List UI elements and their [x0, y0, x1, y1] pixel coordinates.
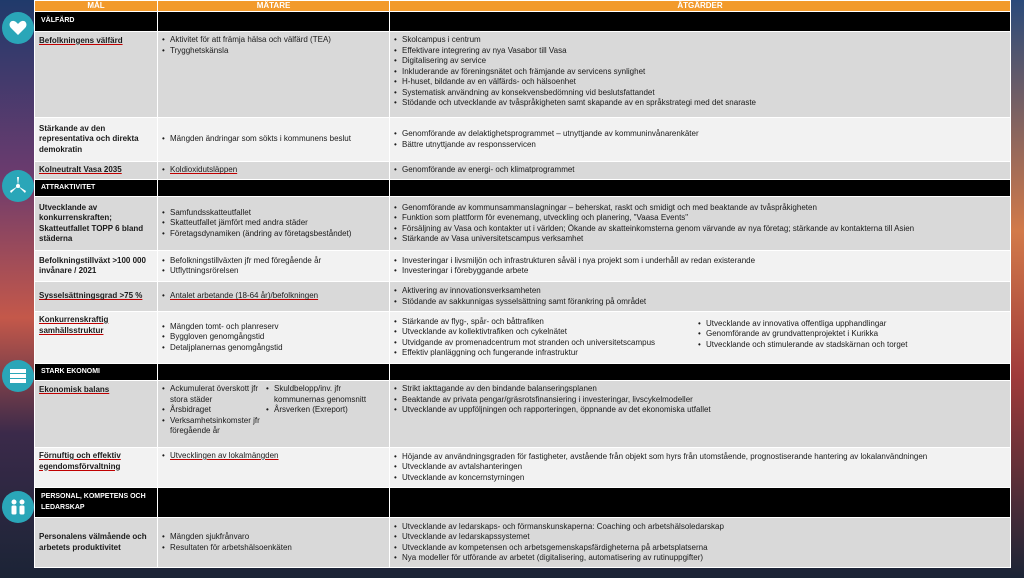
list-item: • Skolcampus i centrum	[394, 35, 1006, 46]
background-strip	[1010, 0, 1024, 578]
table-row	[35, 518, 1011, 568]
table-row	[35, 118, 1011, 162]
list-item: • Stödande av sakkunnigas sysselsättning samt förankring på området	[394, 297, 1006, 308]
list-item: • Höjande av användningsgraden för fastigheter, avstående från objekt som hyrs från utomstående, prognostiserande hantering av lokalanvändningen	[394, 452, 1006, 463]
table-row	[35, 448, 1011, 488]
list-item: • Investeringar i förebyggande arbete	[394, 266, 1006, 277]
list-item	[162, 165, 385, 176]
section-title: STARK EKONOMI	[35, 364, 158, 381]
list-item: • Samfundsskatteutfallet	[162, 208, 385, 219]
list-item: • Ackumulerat överskott jfr stora städer	[162, 384, 266, 405]
list-item: • Mängden sjukfrånvaro	[162, 532, 385, 543]
table-row	[35, 251, 1011, 282]
list-item	[162, 291, 385, 302]
list-item: • Stödande och utvecklande av tvåspråkigheten samt skapande av en språkstrategi med det snaraste	[394, 98, 1006, 109]
list-item-text: Antalet arbetande (18-64 år)/befolkningen	[170, 291, 319, 301]
actions-list	[394, 286, 1006, 307]
list-item: • Effektiv planläggning och fungerande infrastruktur	[394, 348, 698, 359]
wind-turbine-icon	[2, 170, 34, 202]
list-item	[162, 451, 385, 462]
actions-list	[394, 256, 1006, 277]
list-item: • Skuldbelopp/inv. jfr kommunernas genomsnitt	[266, 384, 385, 405]
section-row-stark-ekonomi	[35, 364, 1011, 381]
list-item: • Årsbidraget	[162, 405, 266, 416]
actions-list	[394, 452, 1006, 484]
list-item: • Utvecklande av koncernstyrningen	[394, 473, 1006, 484]
section-row-attraktivitet	[35, 180, 1011, 197]
list-item: • Årsverken (Exreport)	[266, 405, 385, 416]
table-row	[35, 282, 1011, 312]
list-item: • Försäljning av Vasa och kontakter ut i världen; Ökande av skatteinkomsterna genom värvande av nya företag; stärkande av kontakterna till Asien	[394, 224, 1006, 235]
money-stack-icon	[2, 360, 34, 392]
measures-list	[162, 532, 385, 553]
people-icon	[2, 491, 34, 523]
actions-list	[394, 522, 1006, 564]
measures-list-right	[266, 384, 385, 437]
table-row	[35, 162, 1011, 180]
list-item: • Nya modeller för utförande av arbetet (digitalisering, automatisering av rutinuppgifter)	[394, 553, 1006, 564]
goal-text: Stärkande av den representativa och direkta demokratin	[35, 118, 158, 162]
list-item: • Stärkande av flyg-, spår- och båttrafiken	[394, 317, 698, 328]
measures-list	[162, 322, 385, 354]
actions-list	[394, 35, 1006, 109]
list-item: • Digitalisering av service	[394, 56, 1006, 67]
list-item: • Resultaten för arbetshälsoenkäten	[162, 543, 385, 554]
measures-list	[162, 35, 385, 56]
list-item: • Strikt iakttagande av den bindande balanseringsplanen	[394, 384, 1006, 395]
list-item: • Skatteutfallet jämfört med andra städer	[162, 218, 385, 229]
list-item: • Byggloven genomgångstid	[162, 332, 385, 343]
list-item: • Genomförande av delaktighetsprogrammet – utnyttjande av kommuninvånarenkäter	[394, 129, 1006, 140]
actions-list	[394, 203, 1006, 245]
header-row	[35, 1, 1011, 12]
goal-text: Ekonomisk balans	[39, 385, 110, 394]
list-item-text: Koldioxidutsläppen	[170, 165, 238, 175]
goal-text: Förnuftig och effektiv egendomsförvaltning	[39, 451, 121, 471]
strategy-table	[34, 0, 1011, 568]
header-matare: MÄTARE	[158, 1, 390, 12]
goal-text: Befolkningens välfärd	[39, 36, 123, 45]
list-item: • Beaktande av privata pengar/gräsrotsfinansiering i investeringar, livscykelmodeller	[394, 395, 1006, 406]
header-atgarder: ÅTGÄRDER	[390, 1, 1011, 12]
list-item: • Genomförande av grundvattenprojektet i Kurikka	[698, 329, 1006, 340]
section-title: VÄLFÄRD	[35, 12, 158, 32]
table-row	[35, 197, 1011, 251]
list-item: • Aktivering av innovationsverksamheten	[394, 286, 1006, 297]
list-item: • Inkluderande av föreningsnätet och främjande av servicens synlighet	[394, 67, 1006, 78]
list-item: • Utvecklande av ledarskapssystemet	[394, 532, 1006, 543]
goal-text: Utvecklande av konkurrenskraften; Skatteutfallet TOPP 6 bland städerna	[35, 197, 158, 251]
measures-list	[162, 208, 385, 240]
section-title: PERSONAL, KOMPETENS OCH LEDARSKAP	[35, 488, 158, 518]
actions-list	[394, 384, 1006, 416]
list-item: • Systematisk användning av konsekvensbedömning vid beslutsfattandet	[394, 88, 1006, 99]
list-item: • Företagsdynamiken (ändring av företagsbeståndet)	[162, 229, 385, 240]
measures-list	[162, 291, 385, 302]
measures-list	[162, 134, 385, 145]
header-mal: MÅL	[35, 1, 158, 12]
table-row	[35, 381, 1011, 448]
heart-icon	[2, 12, 34, 44]
actions-list	[394, 129, 1006, 150]
section-row-valfard	[35, 12, 1011, 32]
goal-text: Konkurrenskraftig samhällsstruktur	[39, 315, 109, 335]
list-item: • Befolkningstillväxten jfr med föregående år	[162, 256, 385, 267]
list-item: • Mängden tomt- och planreserv	[162, 322, 385, 333]
goal-text: Kolneutralt Vasa 2035	[39, 165, 122, 175]
list-item: • Funktion som plattform för evenemang, utveckling och planering, "Vaasa Events"	[394, 213, 1006, 224]
list-item-text: Utvecklingen av lokalmängden	[170, 451, 279, 460]
list-item: • Aktivitet för att främja hälsa och välfärd (TEA)	[162, 35, 385, 46]
list-item: • Investeringar i livsmiljön och infrastrukturen såväl i nya projekt som i underhåll av redan existerande	[394, 256, 1006, 267]
list-item: • Utvecklande av kollektivtrafiken och cykelnätet	[394, 327, 698, 338]
table-row	[35, 312, 1011, 364]
table-row	[35, 32, 1011, 118]
measures-list	[162, 256, 385, 277]
list-item: • Genomförande av kommunsammanslagningar – beherskat, raskt och smidigt och med beaktande av tvåspråkigheten	[394, 203, 1006, 214]
list-item: • Utvecklande av ledarskaps- och förmanskunskaperna: Coaching och arbetshälsoledarskap	[394, 522, 1006, 533]
list-item: • Utvidgande av promenadcentrum mot stranden och universitetscampus	[394, 338, 698, 349]
measures-list	[162, 451, 385, 462]
actions-list	[394, 165, 1006, 176]
list-item: • Mängden ändringar som sökts i kommunens beslut	[162, 134, 385, 145]
section-row-personal	[35, 488, 1011, 518]
section-title: ATTRAKTIVITET	[35, 180, 158, 197]
goal-text: Personalens välmående och arbetets produktivitet	[35, 518, 158, 568]
list-item: • Utvecklande av kompetensen och arbetsgemenskapsfärdigheterna på arbetsplatserna	[394, 543, 1006, 554]
list-item: • Utvecklande av uppföljningen och rapporteringen, öppnande av det ekonomiska utfallet	[394, 405, 1006, 416]
list-item: • Effektivare integrering av nya Vasabor till Vasa	[394, 46, 1006, 57]
goal-text: Sysselsättningsgrad >75 %	[39, 291, 143, 301]
list-item: • Bättre utnyttjande av responsservicen	[394, 140, 1006, 151]
measures-list	[162, 165, 385, 176]
list-item: • Utvecklande av innovativa offentliga upphandlingar	[698, 319, 1006, 330]
goal-text: Befolkningstillväxt >100 000 invånare / 2021	[35, 251, 158, 282]
measures-list-left	[162, 384, 266, 437]
list-item: • Verksamhetsinkomster jfr föregående år	[162, 416, 266, 437]
list-item: • Utflyttningsrörelsen	[162, 266, 385, 277]
list-item: • Trygghetskänsla	[162, 46, 385, 57]
list-item: • Utvecklande och stimulerande av stadskärnan och torget	[698, 340, 1006, 351]
list-item: • Stärkande av Vasa universitetscampus verksamhet	[394, 234, 1006, 245]
list-item: • H-huset, bildande av en välfärds- och hälsoenhet	[394, 77, 1006, 88]
actions-list-right	[698, 317, 1006, 359]
actions-list-left	[394, 317, 698, 359]
list-item: • Utvecklande av avtalshanteringen	[394, 462, 1006, 473]
list-item: • Genomförande av energi- och klimatprogrammet	[394, 165, 1006, 176]
list-item: • Detaljplanernas genomgångstid	[162, 343, 385, 354]
